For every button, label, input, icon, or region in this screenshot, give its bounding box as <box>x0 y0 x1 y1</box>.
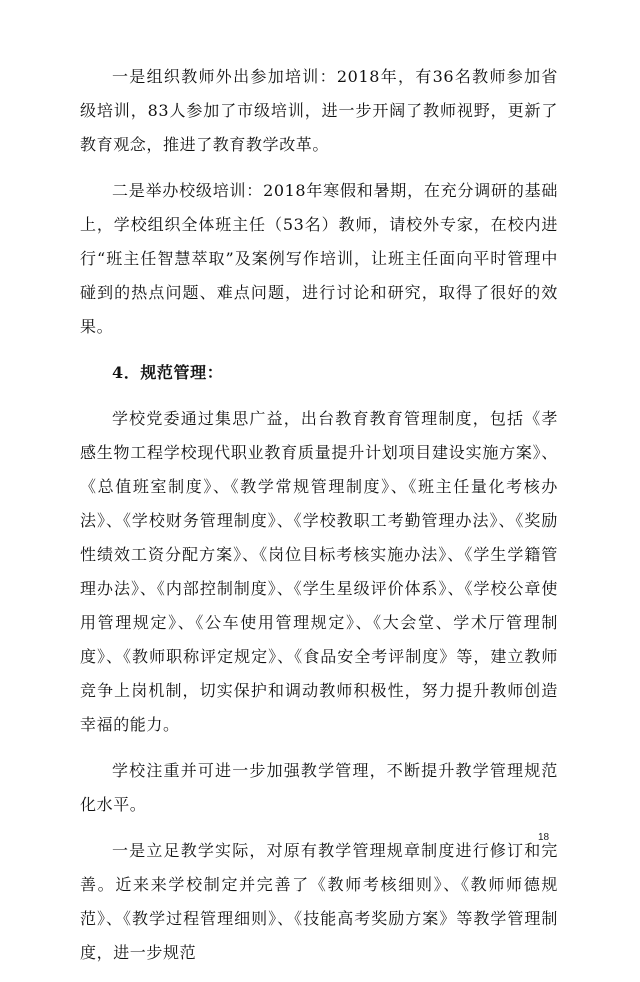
paragraph-teacher-external-training: 一是组织教师外出参加培训：2018年，有36名教师参加省级培训，83人参加了市级培训，进一步开阔了教师视野，更新了教育观念，推进了教育教学改革。 <box>80 67 558 154</box>
paragraph-revise-rules: 一是立足教学实际，对原有教学管理规章制度进行修订和完善。近来来学校制定并完善了《教师考核细则》、《教师师德规范》、《教学过程管理细则》、《技能高考奖励方案》等教学管理制度，进一步规范 <box>80 841 558 962</box>
paragraph-teaching-management: 学校注重并可进一步加强教学管理，不断提升教学管理规范化水平。 <box>80 761 558 814</box>
paragraph-management-rules: 学校党委通过集思广益，出台教育教育管理制度，包括《孝感生物工程学校现代职业教育质量提升计划项目建设实施方案》、《总值班室制度》、《教学常规管理制度》、《班主任量化考核办法》、《学校财务管理制度》、《学校教职工考勤管理办法》、《奖励性绩效工资分配方案》、《岗位目标考核实施办法》、《学生学籍管理办法》、《内部控制制度》、《学生星级评价体系》、《学校公章使用管理规定》、《公车使用管理规定》、《大会堂、学术厅管理制度》、《教师职称评定规定》、《食品安全考评制度》等，建立教师竞争上岗机制，切实保护和调动教师积极性，努力提升教师创造幸福的能力。 <box>80 409 558 734</box>
section-heading-standard-management: 4．规范管理： <box>112 363 224 382</box>
paragraph-school-level-training: 二是举办校级培训：2018年寒假和暑期，在充分调研的基础上，学校组织全体班主任（53名）教师，请校外专家，在校内进行“班主任智慧萃取”及案例写作培训，让班主任面向平时管理中碰到的热点问题、难点问题，进行讨论和研究，取得了很好的效果。 <box>80 181 558 336</box>
document-page <box>80 60 558 982</box>
page-number: 18 <box>538 832 550 843</box>
